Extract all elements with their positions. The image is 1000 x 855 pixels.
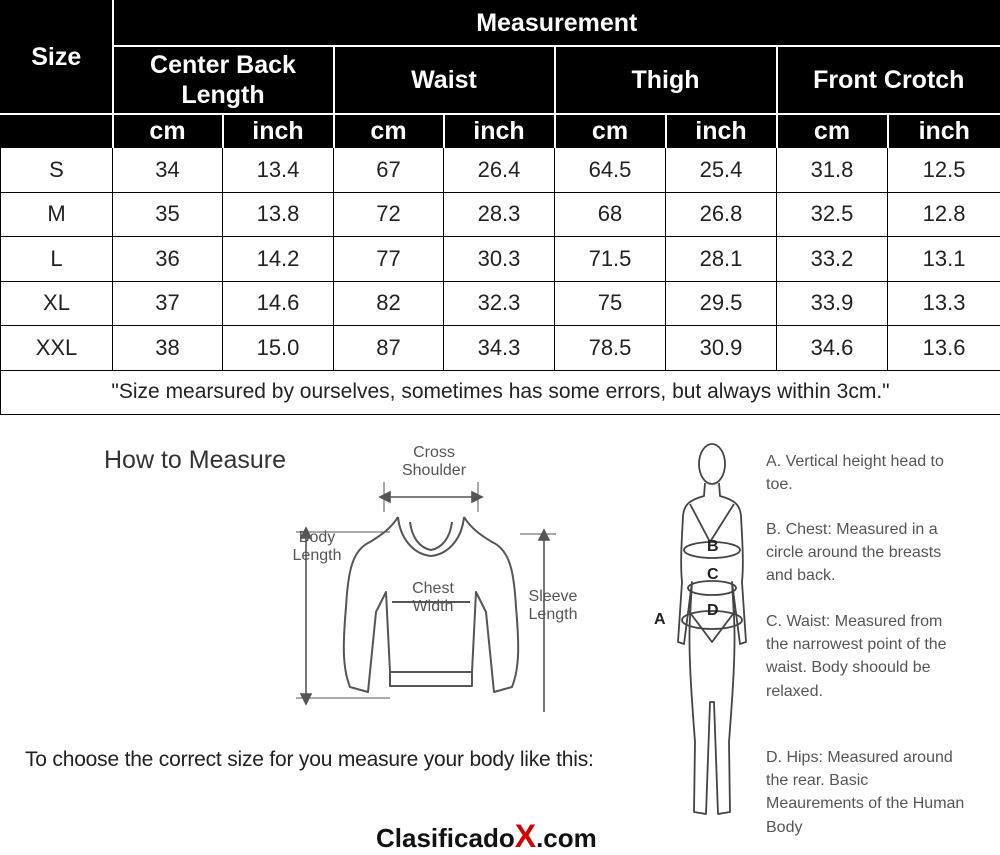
value-cell: 26.4: [444, 148, 555, 193]
letter-b: B: [707, 538, 719, 556]
value-cell: 72: [334, 192, 444, 237]
group-header-waist: Waist: [334, 46, 555, 114]
table-row: [1, 192, 1000, 237]
value-cell: 28.1: [666, 237, 777, 282]
watermark-suffix: .com: [536, 823, 597, 853]
size-cell: S: [1, 148, 113, 193]
value-cell: 36: [113, 237, 223, 282]
value-cell: 68: [555, 192, 666, 237]
unit-inch: inch: [223, 114, 334, 148]
value-cell: 32.3: [444, 281, 555, 326]
value-cell: 82: [334, 281, 444, 326]
watermark-prefix: Clasificado: [376, 823, 515, 853]
value-cell: 31.8: [777, 148, 888, 193]
size-cell: L: [1, 237, 113, 282]
value-cell: 30.3: [444, 237, 555, 282]
unit-inch: inch: [444, 114, 555, 148]
value-cell: 13.4: [223, 148, 334, 193]
letter-d: D: [707, 602, 719, 620]
note-a: A. Vertical height head to toe.: [766, 450, 966, 496]
sleeve-length-label: Sleeve Length: [520, 588, 586, 625]
value-cell: 77: [334, 237, 444, 282]
garment-diagram: [280, 442, 580, 712]
unit-cm: cm: [555, 114, 666, 148]
size-header: Size: [1, 1, 113, 114]
how-to-measure-title: How to Measure: [104, 446, 286, 475]
size-cell: XXL: [1, 326, 113, 371]
note-b: B. Chest: Measured in a circle around the breasts and back.: [766, 518, 971, 588]
value-cell: 75: [555, 281, 666, 326]
body-figure: [660, 442, 760, 822]
value-cell: 30.9: [666, 326, 777, 371]
value-cell: 14.6: [223, 281, 334, 326]
unit-inch: inch: [666, 114, 777, 148]
value-cell: 37: [113, 281, 223, 326]
value-cell: 87: [334, 326, 444, 371]
watermark-logo: [376, 818, 597, 855]
value-cell: 34.3: [444, 326, 555, 371]
table-row: [1, 148, 1000, 193]
note-d: D. Hips: Measured around the rear. Basic Meaurements of the Human Body: [766, 746, 966, 839]
value-cell: 64.5: [555, 148, 666, 193]
value-cell: 33.9: [777, 281, 888, 326]
value-cell: 15.0: [223, 326, 334, 371]
value-cell: 32.5: [777, 192, 888, 237]
cross-shoulder-label: Cross Shoulder: [392, 444, 476, 481]
value-cell: 34.6: [777, 326, 888, 371]
value-cell: 13.8: [223, 192, 334, 237]
table-row: [1, 326, 1000, 371]
table-row: [1, 237, 1000, 282]
unit-cm: cm: [334, 114, 444, 148]
letter-a: A: [654, 611, 666, 629]
measurement-header: Measurement: [113, 1, 1000, 46]
unit-cm: cm: [777, 114, 888, 148]
size-chart-table: [0, 0, 1000, 415]
value-cell: 12.8: [888, 192, 1000, 237]
value-cell: 67: [334, 148, 444, 193]
value-cell: 14.2: [223, 237, 334, 282]
value-cell: 28.3: [444, 192, 555, 237]
group-header-front-crotch: Front Crotch: [777, 46, 1000, 114]
value-cell: 29.5: [666, 281, 777, 326]
letter-c: C: [707, 566, 719, 584]
unit-row: [1, 114, 1000, 148]
value-cell: 33.2: [777, 237, 888, 282]
value-cell: 12.5: [888, 148, 1000, 193]
value-cell: 34: [113, 148, 223, 193]
value-cell: 78.5: [555, 326, 666, 371]
value-cell: 25.4: [666, 148, 777, 193]
group-header-center-back: Center Back Length: [113, 46, 334, 114]
how-to-measure-section: [0, 412, 1000, 853]
group-header-thigh: Thigh: [555, 46, 777, 114]
body-length-label: Body Length: [284, 529, 350, 566]
value-cell: 35: [113, 192, 223, 237]
value-cell: 26.8: [666, 192, 777, 237]
value-cell: 71.5: [555, 237, 666, 282]
watermark-x: X: [515, 818, 536, 854]
unit-inch: inch: [888, 114, 1000, 148]
value-cell: 38: [113, 326, 223, 371]
table-row: [1, 281, 1000, 326]
size-cell: M: [1, 192, 113, 237]
choose-size-text: To choose the correct size for you measure your body like this:: [25, 748, 594, 772]
size-cell: XL: [1, 281, 113, 326]
unit-cm: cm: [113, 114, 223, 148]
size-note: "Size mearsured by ourselves, sometimes has some errors, but always within 3cm.": [1, 370, 1000, 414]
note-c: C. Waist: Measured from the narrowest point of the waist. Body shoould be relaxed.: [766, 610, 966, 703]
value-cell: 13.1: [888, 237, 1000, 282]
value-cell: 13.3: [888, 281, 1000, 326]
chest-width-label: Chest Width: [402, 580, 464, 617]
value-cell: 13.6: [888, 326, 1000, 371]
